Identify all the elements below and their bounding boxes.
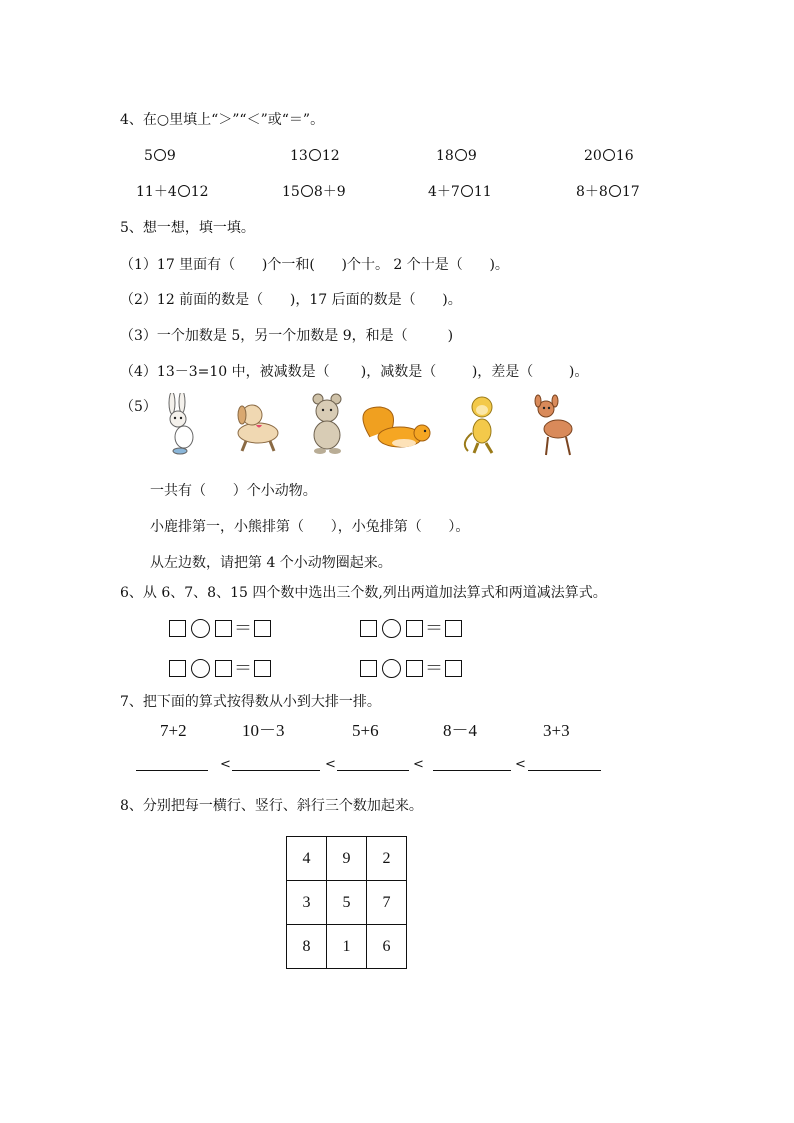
q5-line-5-label: （5）: [120, 399, 157, 415]
equation-template: [169, 659, 271, 678]
number-box[interactable]: [406, 660, 423, 677]
operator-circle[interactable]: [191, 619, 210, 638]
q5-line-2: （2）12 前面的数是（ )，17 后面的数是（ )。: [120, 292, 462, 308]
q5-title: 5、想一想，填一填。: [120, 220, 255, 236]
operator-circle[interactable]: [382, 619, 401, 638]
expression: 10－3: [242, 721, 285, 740]
monkey-icon[interactable]: [465, 397, 492, 453]
dog-icon[interactable]: [238, 405, 278, 451]
left-operand: 20: [584, 148, 602, 164]
compare-item: [428, 183, 492, 201]
q8-title: 8、分别把每一横行、竖行、斜行三个数加起来。: [120, 798, 423, 814]
grid-cell: 3: [287, 881, 327, 925]
equation-template: [360, 659, 462, 678]
grid-cell: 9: [327, 837, 367, 881]
right-operand: 17: [621, 184, 640, 200]
compare-item: [290, 147, 340, 165]
q5-sub-2: 小鹿排第一，小熊排第（ ），小兔排第（ ）。: [150, 519, 470, 535]
compare-item: [436, 147, 477, 165]
animal-picture-row: [160, 393, 590, 457]
right-operand: 11: [473, 184, 492, 200]
number-box[interactable]: [169, 660, 186, 677]
deer-icon[interactable]: [535, 395, 572, 455]
q5-line-4: （4）13－3=10 中，被减数是（ )，减数是（ )，差是（ )。: [120, 364, 589, 380]
grid-row: [287, 837, 407, 881]
less-than-sign: <: [220, 757, 231, 772]
grid-cell: 7: [367, 881, 407, 925]
expression: 7+2: [160, 721, 187, 740]
grid-row: [287, 881, 407, 925]
equals-sign: ＝: [234, 658, 252, 679]
compare-item: [136, 183, 209, 201]
answer-circle-icon[interactable]: [301, 185, 313, 197]
answer-circle-icon[interactable]: [603, 149, 615, 161]
q5-sub-1: 一共有（ ）个小动物。: [150, 483, 317, 499]
left-operand: 15: [282, 184, 300, 200]
result-box[interactable]: [445, 660, 462, 677]
q4-title: 4、在○里填上“＞”“＜”或“＝”。: [120, 112, 325, 128]
grid-cell: 8: [287, 925, 327, 969]
left-operand: 13: [290, 148, 308, 164]
less-than-sign: <: [413, 757, 424, 772]
q7-title: 7、把下面的算式按得数从小到大排一排。: [120, 694, 381, 710]
grid-cell: 1: [327, 925, 367, 969]
equals-sign: ＝: [234, 618, 252, 639]
squirrel-icon[interactable]: [363, 407, 430, 447]
left-operand: 8＋8: [576, 184, 608, 200]
answer-blank[interactable]: [232, 769, 320, 771]
left-operand: 4＋7: [428, 184, 460, 200]
less-than-sign: <: [515, 757, 526, 772]
right-operand: 9: [166, 148, 176, 164]
answer-circle-icon[interactable]: [309, 149, 321, 161]
answer-blank[interactable]: [136, 769, 208, 771]
operator-circle[interactable]: [382, 659, 401, 678]
answer-circle-icon[interactable]: [609, 185, 621, 197]
result-box[interactable]: [254, 620, 271, 637]
number-grid: [286, 836, 407, 969]
grid-row: [287, 925, 407, 969]
right-operand: 8＋9: [313, 184, 346, 200]
compare-item: [584, 147, 634, 165]
expression: 8－4: [443, 721, 477, 740]
grid-cell: 6: [367, 925, 407, 969]
grid-cell: 2: [367, 837, 407, 881]
answer-blank[interactable]: [433, 769, 511, 771]
q5-line-1: （1）17 里面有（ )个一和( )个十。 2 个十是（ )。: [120, 257, 509, 273]
equation-template: [169, 619, 271, 638]
expression: 3+3: [543, 721, 570, 740]
compare-item: [576, 183, 640, 201]
answer-circle-icon[interactable]: [461, 185, 473, 197]
answer-circle-icon[interactable]: [178, 185, 190, 197]
bear-icon[interactable]: [313, 394, 341, 454]
grid-cell: 5: [327, 881, 367, 925]
less-than-sign: <: [325, 757, 336, 772]
rabbit-icon[interactable]: [169, 393, 193, 454]
result-box[interactable]: [254, 660, 271, 677]
equals-sign: ＝: [425, 618, 443, 639]
right-operand: 12: [321, 148, 340, 164]
left-operand: 5: [144, 148, 153, 164]
answer-circle-icon[interactable]: [154, 149, 166, 161]
q5-line-3: （3）一个加数是 5，另一个加数是 9，和是（ ): [120, 328, 454, 344]
equals-sign: ＝: [425, 658, 443, 679]
q6-title: 6、从 6、7、8、15 四个数中选出三个数,列出两道加法算式和两道减法算式。: [120, 585, 607, 601]
right-operand: 12: [190, 184, 209, 200]
number-box[interactable]: [215, 660, 232, 677]
left-operand: 18: [436, 148, 454, 164]
number-box[interactable]: [215, 620, 232, 637]
answer-blank[interactable]: [528, 769, 601, 771]
answer-blank[interactable]: [337, 769, 409, 771]
equation-template: [360, 619, 462, 638]
grid-cell: 4: [287, 837, 327, 881]
operator-circle[interactable]: [191, 659, 210, 678]
expression: 5+6: [352, 721, 379, 740]
answer-circle-icon[interactable]: [455, 149, 467, 161]
compare-item: [144, 147, 176, 165]
number-box[interactable]: [406, 620, 423, 637]
result-box[interactable]: [445, 620, 462, 637]
right-operand: 9: [467, 148, 477, 164]
number-box[interactable]: [169, 620, 186, 637]
right-operand: 16: [615, 148, 634, 164]
q5-sub-3: 从左边数，请把第 4 个小动物圈起来。: [150, 555, 392, 571]
left-operand: 11＋4: [136, 184, 177, 200]
number-box[interactable]: [360, 660, 377, 677]
number-box[interactable]: [360, 620, 377, 637]
compare-item: [282, 183, 346, 201]
